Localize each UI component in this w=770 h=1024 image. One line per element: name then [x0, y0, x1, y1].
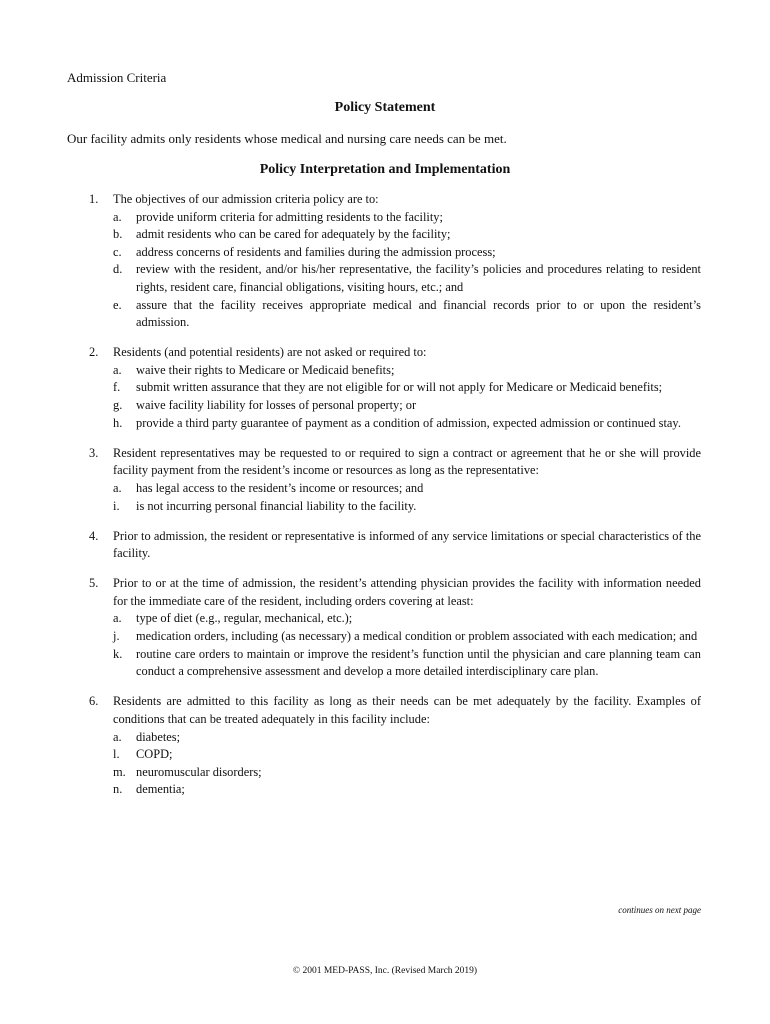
sub-item: [113, 362, 701, 380]
sub-item-letter: k.: [113, 646, 123, 661]
sub-item-list: [113, 362, 701, 432]
item-text: Prior to or at the time of admission, the resident’s attending physician provides the facility with information needed for the immediate care of the resident, including orders covering at least:: [113, 576, 701, 608]
sub-item: [113, 244, 701, 262]
sub-item-letter: i.: [113, 498, 120, 513]
sub-item-letter: m.: [113, 764, 126, 779]
continues-note: continues on next page: [618, 905, 701, 915]
sub-item-list: [113, 480, 701, 515]
list-item: [67, 693, 701, 799]
list-item: [67, 575, 701, 681]
sub-item: [113, 610, 701, 628]
sub-item-text: COPD;: [136, 747, 173, 762]
item-text: Resident representatives may be requested to or required to sign a contract or agreement that he or she will provide facility payment from the resident’s income or resources as long as the representative:: [113, 445, 701, 478]
sub-item: [113, 397, 701, 415]
sub-item-text: provide uniform criteria for admitting residents to the facility;: [136, 209, 443, 224]
sub-item-text: medication orders, including (as necessary) a medical condition or problem associated with each medication; and: [136, 629, 698, 644]
sub-item-letter: d.: [113, 262, 123, 277]
sub-item-text: has legal access to the resident’s income or resources; and: [136, 480, 424, 495]
sub-item-list: [113, 729, 701, 799]
policy-items-list: [67, 191, 701, 811]
list-item: [67, 191, 701, 332]
sub-item-list: [113, 209, 701, 332]
sub-item: [113, 226, 701, 244]
item-text: Prior to admission, the resident or representative is informed of any service limitations or special characteristics of the facility.: [113, 528, 701, 561]
sub-item: [113, 209, 701, 227]
sub-item-text: address concerns of residents and families during the admission process;: [136, 244, 496, 259]
policy-statement-heading: Policy Statement: [334, 100, 436, 115]
sub-item: [113, 498, 701, 516]
implementation-heading: Policy Interpretation and Implementation: [259, 162, 511, 177]
sub-item-letter: j.: [113, 629, 120, 644]
list-item: [67, 528, 701, 563]
sub-item-text: routine care orders to maintain or improve the resident’s function until the physician and care planning team can conduct a comprehensive assessment and develop a more detailed interdisciplinary care plan.: [136, 646, 701, 679]
sub-item-text: admit residents who can be cared for adequately by the facility;: [136, 227, 451, 242]
sub-item-letter: e.: [113, 297, 122, 312]
sub-item: [113, 729, 701, 747]
sub-item: [113, 628, 701, 646]
sub-item-letter: a.: [113, 362, 122, 377]
sub-item-text: assure that the facility receives appropriate medical and financial records prior to or upon the resident’s admission.: [136, 297, 701, 330]
sub-item-letter: a.: [113, 729, 122, 744]
policy-statement-text: Our facility admits only residents whose medical and nursing care needs can be met.: [67, 131, 507, 146]
sub-item-text: review with the resident, and/or his/her representative, the facility’s policies and procedures relating to resident rights, resident care, financial obligations, visiting hours, etc.; and: [136, 262, 701, 294]
sub-item: [113, 297, 701, 332]
sub-item-text: type of diet (e.g., regular, mechanical, etc.);: [136, 611, 353, 626]
sub-item-letter: n.: [113, 782, 123, 797]
sub-item: [113, 480, 701, 498]
item-number: 3.: [89, 445, 99, 460]
list-item: [67, 344, 701, 432]
sub-item-letter: c.: [113, 244, 122, 259]
item-number: 1.: [89, 192, 99, 206]
sub-item: [113, 415, 701, 433]
sub-item: [113, 261, 701, 296]
item-number: 6.: [89, 694, 99, 709]
sub-item-letter: b.: [113, 227, 123, 242]
sub-item: [113, 764, 701, 782]
list-item: [67, 445, 701, 515]
item-number: 4.: [89, 528, 99, 543]
sub-item-list: [113, 610, 701, 680]
sub-item-letter: a.: [113, 480, 122, 495]
sub-item: [113, 379, 701, 397]
sub-item-letter: l.: [113, 747, 120, 762]
item-text: Residents are admitted to this facility as long as their needs can be met adequately by the facility. Examples of conditions that can be treated adequately in this facility include:: [113, 694, 701, 726]
sub-item-letter: f.: [113, 380, 121, 395]
sub-item: [113, 646, 701, 681]
sub-item: [113, 781, 701, 799]
sub-item-text: waive facility liability for losses of personal property; or: [136, 398, 417, 413]
sub-item-text: submit written assurance that they are not eligible for or will not apply for Medicare or Medicaid benefits;: [136, 380, 663, 395]
sub-item-letter: a.: [113, 611, 122, 626]
sub-item-text: dementia;: [136, 782, 185, 797]
copyright-footer: © 2001 MED-PASS, Inc. (Revised March 2019): [292, 966, 478, 976]
sub-item-text: diabetes;: [136, 729, 181, 744]
document-title: Admission Criteria: [67, 70, 167, 85]
sub-item-letter: g.: [113, 398, 123, 413]
item-text: The objectives of our admission criteria policy are to:: [113, 192, 379, 206]
sub-item-letter: a.: [113, 209, 122, 224]
item-text: Residents (and potential residents) are not asked or required to:: [113, 345, 427, 360]
sub-item-text: waive their rights to Medicare or Medicaid benefits;: [136, 362, 395, 377]
sub-item: [113, 746, 701, 764]
sub-item-text: provide a third party guarantee of payment as a condition of admission, expected admission or continued stay.: [136, 415, 681, 430]
item-number: 2.: [89, 345, 99, 360]
item-number: 5.: [89, 576, 99, 591]
sub-item-text: is not incurring personal financial liability to the facility.: [136, 498, 417, 513]
sub-item-letter: h.: [113, 415, 123, 430]
sub-item-text: neuromuscular disorders;: [136, 764, 262, 779]
